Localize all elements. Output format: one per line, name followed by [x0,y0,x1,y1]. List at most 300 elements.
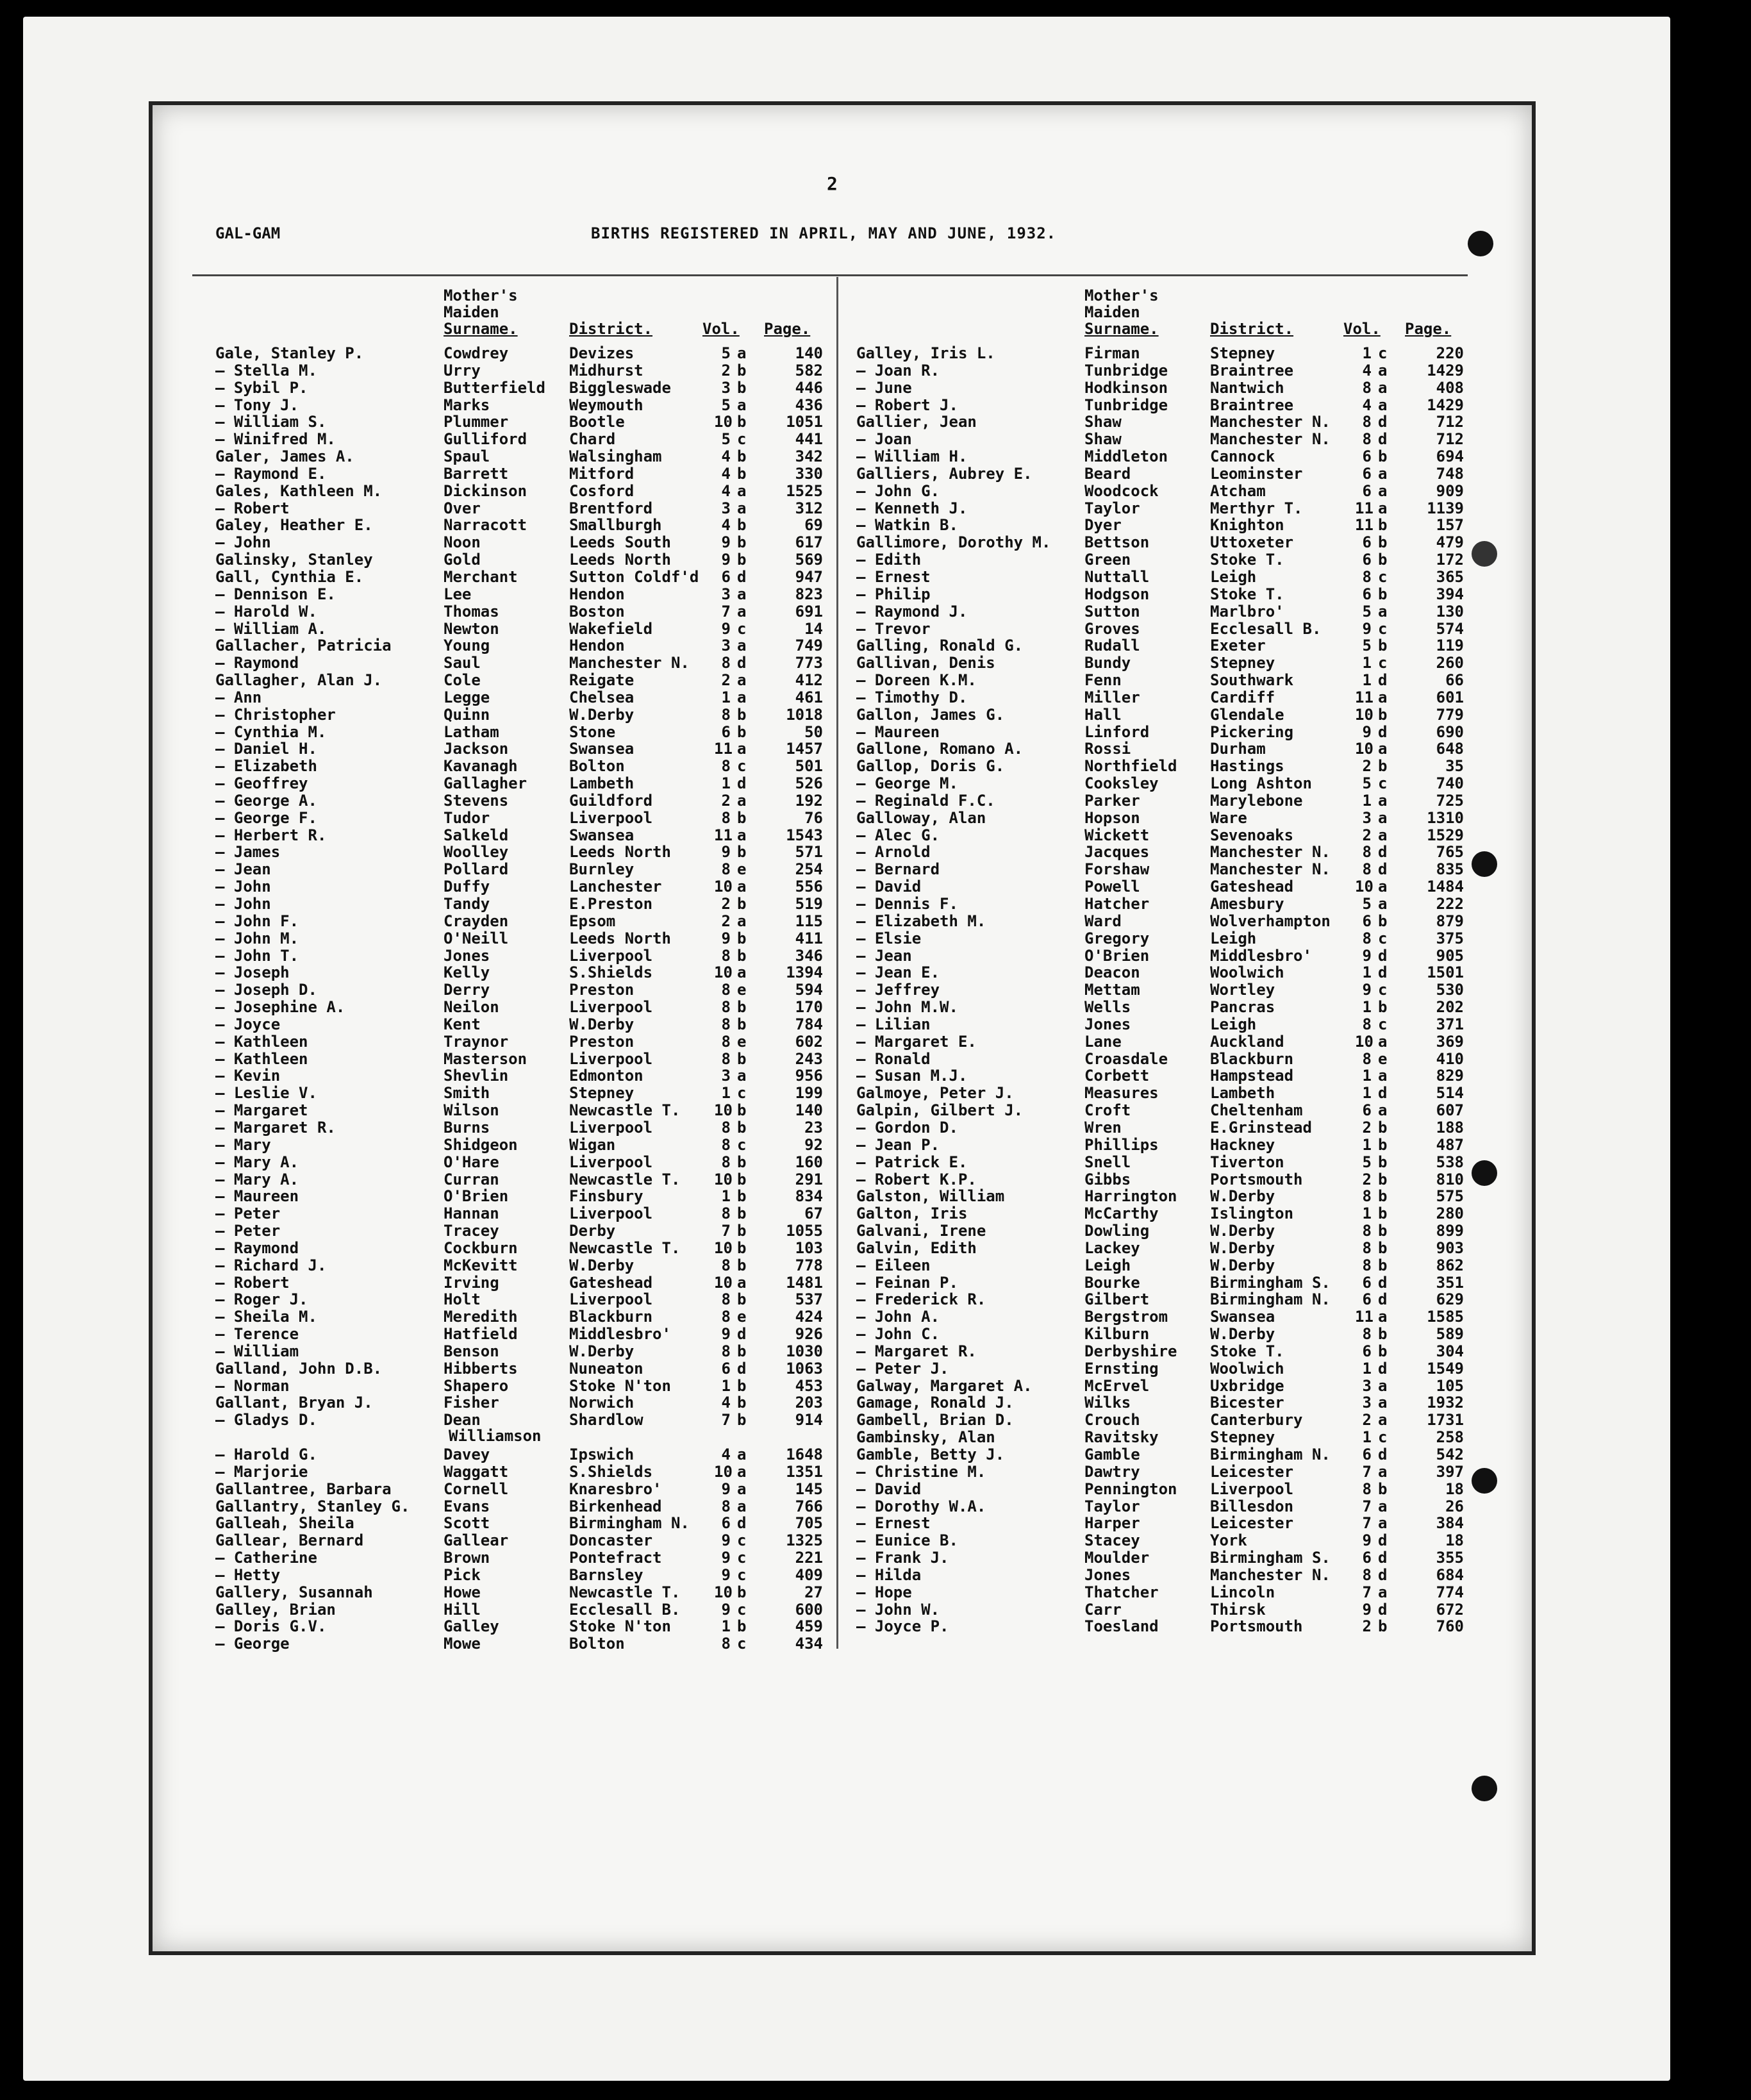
entry-page: 1325 [786,1531,823,1550]
register-entry [215,603,856,621]
entry-maiden-surname: Leigh [1084,1256,1131,1274]
entry-name: Galer, James A. [215,447,354,466]
entry-vol-letter: b [737,1118,747,1137]
entry-name: — June [856,378,912,397]
entry-name: — Robert [215,499,290,517]
entry-vol-letter: b [1378,1170,1388,1188]
register-entry [215,1188,856,1205]
entry-page: 441 [795,430,823,449]
entry-name: — Doris G.V. [215,1617,327,1636]
entry-maiden-surname: Gamble [1084,1446,1140,1463]
entry-name: — Gordon D. [856,1118,958,1137]
entry-page: 778 [795,1256,823,1274]
entry-district: Manchester N. [1210,860,1331,879]
register-entry [856,672,1497,689]
right-column [856,274,1497,1635]
entry-maiden-surname: Woodcock [1084,481,1159,500]
register-entry [215,551,856,569]
register-entry [215,1515,856,1532]
entry-vol: 9 [721,1479,731,1498]
entry-name: Gallantry, Stanley G. [215,1497,410,1515]
entry-maiden-surname: Urry [444,361,481,379]
entry-page: 202 [1436,998,1464,1017]
entry-vol-letter: c [1378,981,1388,999]
register-entry [215,1360,856,1378]
entry-district: Liverpool [569,1118,653,1137]
entry-vol-letter: a [1378,1583,1388,1601]
entry-vol-letter: a [1378,1101,1388,1120]
entry-name: — Eileen [856,1256,931,1274]
entry-vol: 10 [1355,740,1373,758]
entry-district: Bolton [569,757,625,776]
entry-name: Gallimore, Dorothy M. [856,533,1051,552]
entry-vol-letter: b [1378,705,1388,724]
entry-maiden-surname: Waggatt [444,1462,509,1481]
entry-name: Gale, Stanley P. [215,344,364,362]
entry-name: — John F. [215,912,299,930]
entry-page: 530 [1436,981,1464,999]
entry-district: Sutton Coldf'd [569,567,699,586]
entry-page: 905 [1436,946,1464,965]
entry-page: 1063 [786,1359,823,1378]
entry-maiden-surname: Jones [444,946,490,965]
entry-vol-letter: c [1378,774,1388,793]
register-entry [856,1085,1497,1102]
entry-name: — Stella M. [215,361,317,379]
entry-vol: 3 [721,585,731,603]
entry-page: 199 [795,1084,823,1103]
entry-maiden-surname: Taylor [1084,499,1140,517]
entry-vol: 7 [1362,1497,1372,1515]
entry-name: — Jean E. [856,963,940,982]
entry-name: — Herbert R. [215,826,327,844]
entry-page: 409 [795,1565,823,1584]
entry-maiden-surname: Shaw [1084,430,1122,449]
register-entry [856,706,1497,724]
entry-district: Nantwich [1210,378,1284,397]
register-entry [856,621,1497,638]
entry-district: Liverpool [569,1153,653,1171]
entry-name: — Harold G. [215,1446,317,1463]
entry-vol-letter: c [737,1531,747,1550]
entry-vol: 8 [1362,860,1372,879]
register-entry [215,345,856,362]
register-entry [856,689,1497,706]
entry-page: 14 [804,619,823,638]
entry-maiden-surname: Dowling [1084,1222,1150,1240]
entry-page: 260 [1436,654,1464,672]
entry-maiden-surname: Newton [444,619,499,638]
entry-vol-letter: b [1378,1118,1388,1137]
entry-vol-letter: a [737,688,747,706]
entry-name: — Harold W. [215,602,317,621]
entry-district: Stoke T. [1210,585,1284,603]
entry-vol: 7 [1362,1462,1372,1481]
entry-maiden-surname: Cowdrey [444,344,509,362]
entry-vol-letter: b [737,516,747,535]
entry-vol: 8 [721,1153,731,1171]
entry-district: Ecclesall B. [1210,619,1322,638]
entry-name: — Margaret R. [856,1342,977,1360]
entry-maiden-surname: Nuttall [1084,567,1150,586]
register-entry [856,1188,1497,1205]
register-entry [856,586,1497,603]
register-entry [215,1016,856,1033]
entry-name: Gambell, Brian D. [856,1411,1014,1429]
entry-vol: 2 [721,361,731,379]
entry-vol-letter: b [737,1376,747,1395]
entry-page: 834 [795,1187,823,1206]
entry-name: — Sheila M. [215,1308,317,1326]
entry-vol: 11 [1355,499,1373,517]
entry-name: Gambinsky, Alan [856,1428,995,1447]
entry-page: 1429 [1427,361,1464,379]
entry-page: 914 [795,1411,823,1429]
entry-page: 192 [795,791,823,810]
register-entry [215,569,856,586]
entry-vol-letter: a [1378,1462,1388,1481]
entry-vol: 1 [1362,1084,1372,1103]
register-entry [215,637,856,654]
entry-page: 774 [1436,1583,1464,1601]
entry-name: — Frederick R. [856,1290,986,1309]
entry-vol: 9 [721,533,731,552]
entry-vol-letter: c [1378,344,1388,362]
register-entry [856,551,1497,569]
entry-page: 221 [795,1549,823,1567]
entry-page: 436 [795,396,823,414]
entry-vol: 10 [714,1170,733,1188]
entry-maiden-surname: Dyer [1084,516,1122,535]
page-title: BIRTHS REGISTERED IN APRIL, MAY AND JUNE, 1932. [591,224,1057,242]
register-entry [856,379,1497,397]
entry-page: 648 [1436,740,1464,758]
register-entry [856,827,1497,844]
continuation-note: Williamson [449,1427,542,1445]
entry-name: — William H. [856,447,968,466]
register-entry [856,1429,1497,1446]
register-entry [215,517,856,534]
entry-vol: 2 [1362,757,1372,776]
entry-name: — Margaret [215,1101,308,1120]
entry-district: Devizes [569,344,635,362]
entry-maiden-surname: Shapero [444,1376,509,1395]
entry-district: W.Derby [569,1342,635,1360]
entry-vol-letter: e [737,1308,747,1326]
register-entry [856,947,1497,965]
register-entry [856,397,1497,414]
entry-district: Manchester N. [569,654,690,672]
entry-name: — Kathleen [215,1049,308,1068]
entry-vol-letter: d [1378,860,1388,879]
entry-district: W.Derby [1210,1222,1275,1240]
entry-district: Sevenoaks [1210,826,1294,844]
entry-vol: 9 [1362,1531,1372,1550]
entry-maiden-surname: Corbett [1084,1067,1150,1085]
entry-vol-letter: b [737,1049,747,1068]
entry-vol: 8 [1362,430,1372,449]
entry-page: 145 [795,1479,823,1498]
entry-district: W.Derby [569,1015,635,1033]
entry-vol-letter: b [737,1290,747,1309]
entry-district: Norwich [569,1394,635,1412]
entry-vol: 6 [1362,533,1372,552]
entry-district: Leicester [1210,1514,1294,1533]
entry-vol-letter: b [737,1256,747,1274]
entry-vol: 1 [1362,1135,1372,1154]
index-range: GAL-GAM [215,224,281,242]
entry-maiden-surname: Bourke [1084,1273,1140,1292]
entry-maiden-surname: Cockburn [444,1238,518,1257]
entry-vol-letter: a [737,344,747,362]
entry-page: 92 [804,1135,823,1154]
entry-vol-letter: a [1378,499,1388,517]
entry-vol-letter: c [1378,619,1388,638]
entry-vol: 8 [721,1032,731,1051]
entry-name: Gallantree, Barbara [215,1479,392,1498]
entry-district: Birmingham N. [569,1514,690,1533]
entry-vol: 4 [1362,396,1372,414]
register-entry [215,1549,856,1567]
entry-vol: 1 [721,1084,731,1103]
entry-page: 461 [795,688,823,706]
entry-maiden-surname: Over [444,499,481,517]
entry-vol-letter: a [737,912,747,930]
entry-page: 446 [795,378,823,397]
entry-name: — Jeffrey [856,981,940,999]
entry-maiden-surname: Scott [444,1514,490,1533]
register-entry [856,1033,1497,1051]
entry-maiden-surname: Thatcher [1084,1583,1159,1601]
entry-name: Gallier, Jean [856,413,977,431]
entry-vol-letter: c [1378,567,1388,586]
entry-vol: 7 [1362,1514,1372,1533]
entry-vol: 11 [1355,688,1373,706]
entry-vol: 1 [721,1376,731,1395]
entry-vol-letter: b [737,551,747,569]
entry-vol: 9 [721,1549,731,1567]
entry-name: Gallant, Bryan J. [215,1394,373,1412]
entry-name: Galleah, Sheila [215,1514,354,1533]
register-entry [215,379,856,397]
entry-district: Birmingham S. [1210,1549,1331,1567]
entry-maiden-surname: Tandy [444,895,490,913]
entry-maiden-surname: Mowe [444,1635,481,1653]
register-entry [856,810,1497,827]
entry-name: — William A. [215,619,327,638]
entry-vol-letter: a [737,602,747,621]
entry-vol: 5 [721,396,731,414]
entry-name: Gallivan, Denis [856,654,995,672]
entry-maiden-surname: Noon [444,533,481,552]
entry-name: Gallop, Doris G. [856,757,1005,776]
entry-vol: 3 [721,499,731,517]
entry-vol: 9 [721,843,731,862]
entry-district: Ipswich [569,1446,635,1463]
entry-district: Bolton [569,1635,625,1653]
register-entry [856,964,1497,981]
maiden-surname-header: Mother's Maiden Surname. [1084,287,1159,338]
register-entry [856,603,1497,621]
entry-vol-letter: d [1378,1359,1388,1378]
entry-name: Galmoye, Peter J. [856,1084,1014,1103]
register-entry [856,1378,1497,1395]
entry-name: — Kenneth J. [856,499,968,517]
entry-vol: 11 [1355,1308,1373,1326]
entry-maiden-surname: Croft [1084,1101,1131,1120]
entry-vol-letter: b [737,447,747,466]
entry-name: — Raymond [215,1238,299,1257]
entry-name: — Dorothy W.A. [856,1497,986,1515]
entry-page: 280 [1436,1204,1464,1223]
entry-page: 829 [1436,1067,1464,1085]
entry-page: 556 [795,878,823,896]
register-entry [856,345,1497,362]
entry-vol-letter: d [737,1359,747,1378]
entry-vol: 8 [1362,1187,1372,1206]
entry-vol: 1 [1362,344,1372,362]
entry-district: Leigh [1210,567,1257,586]
entry-maiden-surname: Ravitsky [1084,1428,1159,1447]
entry-vol-letter: b [737,1222,747,1240]
entry-maiden-surname: Pollard [444,860,509,879]
entry-name: — George [215,1635,290,1653]
entry-name: — Mary A. [215,1170,299,1188]
entry-vol: 1 [721,1187,731,1206]
entry-vol-letter: a [737,585,747,603]
entry-district: Long Ashton [1210,774,1312,793]
entry-maiden-surname: Howe [444,1583,481,1601]
entry-district: W.Derby [569,1256,635,1274]
entry-maiden-surname: Miller [1084,688,1140,706]
entry-vol: 10 [714,1462,733,1481]
entry-district: Bicester [1210,1394,1284,1412]
register-entry [215,1498,856,1515]
register-entry [215,1051,856,1068]
register-entry [215,844,856,861]
entry-vol: 4 [721,1394,731,1412]
entry-maiden-surname: Hall [1084,705,1122,724]
entry-vol-letter: e [737,860,747,879]
entry-vol: 8 [721,1308,731,1326]
register-entry [215,465,856,483]
entry-page: 862 [1436,1256,1464,1274]
entry-vol-letter: a [737,963,747,982]
entry-vol-letter: a [1378,1067,1388,1085]
entry-name: — Robert K.P. [856,1170,977,1188]
entry-page: 712 [1436,413,1464,431]
entry-name: — Patrick E. [856,1153,968,1171]
entry-vol-letter: a [1378,396,1388,414]
entry-vol: 6 [1362,585,1372,603]
district-header: District. [569,320,653,338]
entry-vol-letter: b [1378,1153,1388,1171]
entry-vol-letter: a [1378,481,1388,500]
entry-district: Pontefract [569,1549,662,1567]
entry-maiden-surname: Woolley [444,843,509,862]
entry-district: Midhurst [569,361,643,379]
entry-page: 66 [1445,671,1464,690]
register-entry [856,517,1497,534]
entry-page: 26 [1445,1497,1464,1515]
register-entry [215,689,856,706]
entry-name: — William [215,1342,299,1360]
entry-vol-letter: a [1378,1514,1388,1533]
entry-maiden-surname: Jacques [1084,843,1150,862]
entry-maiden-surname: McErvel [1084,1376,1150,1395]
entry-name: — Winifred M. [215,430,336,449]
entry-name: — Feinan P. [856,1273,958,1292]
entry-vol: 10 [714,963,733,982]
entry-maiden-surname: Bergstrom [1084,1308,1168,1326]
entry-district: Newcastle T. [569,1583,681,1601]
entry-page: 574 [1436,619,1464,638]
entry-page: 1030 [786,1342,823,1360]
entry-page: 203 [795,1394,823,1412]
entry-district: Stoke N'ton [569,1376,671,1395]
column-header [215,278,856,337]
entry-vol-letter: b [1378,551,1388,569]
entry-name: — John [215,895,271,913]
entry-district: Gateshead [1210,878,1294,896]
entry-vol: 6 [1362,1273,1372,1292]
entry-vol-letter: b [737,413,747,431]
entry-page: 766 [795,1497,823,1515]
register-entry [215,1326,856,1343]
entry-vol-letter: b [737,1101,747,1120]
entry-maiden-surname: Gibbs [1084,1170,1131,1188]
punch-hole [1468,231,1493,256]
register-entry [856,1343,1497,1360]
entry-maiden-surname: Spaul [444,447,490,466]
entry-page: 784 [795,1015,823,1033]
entry-vol: 3 [721,1067,731,1085]
entry-vol-letter: c [737,757,747,776]
entry-name: — Reginald F.C. [856,791,995,810]
entry-vol: 8 [1362,1256,1372,1274]
entry-page: 835 [1436,860,1464,879]
entry-name: — John [215,878,271,896]
register-entry [215,397,856,414]
entry-vol: 1 [1362,654,1372,672]
entry-vol-letter: d [1378,1565,1388,1584]
entry-maiden-surname: Cornell [444,1479,509,1498]
entry-vol: 5 [1362,895,1372,913]
entry-name: Gamage, Ronald J. [856,1394,1014,1412]
entry-district: Guildford [569,791,653,810]
entry-page: 371 [1436,1015,1464,1033]
entry-maiden-surname: Dickinson [444,481,527,500]
entry-maiden-surname: Stacey [1084,1531,1140,1550]
entry-vol: 8 [721,860,731,879]
entry-district: Cheltenham [1210,1101,1303,1120]
entry-vol: 8 [721,946,731,965]
entry-vol-letter: d [1378,843,1388,862]
entry-maiden-surname: Tudor [444,808,490,827]
punch-hole [1472,1776,1497,1801]
entry-district: Lincoln [1210,1583,1275,1601]
entry-page: 365 [1436,567,1464,586]
entry-page: 424 [795,1308,823,1326]
entry-page: 35 [1445,757,1464,776]
entry-district: Stone [569,722,616,741]
entry-district: Marylebone [1210,791,1303,810]
entry-name: Gallacher, Patricia [215,637,392,655]
entry-district: Lanchester [569,878,662,896]
entry-page: 115 [795,912,823,930]
register-entry [856,1412,1497,1429]
entry-vol-letter: b [1378,1325,1388,1344]
